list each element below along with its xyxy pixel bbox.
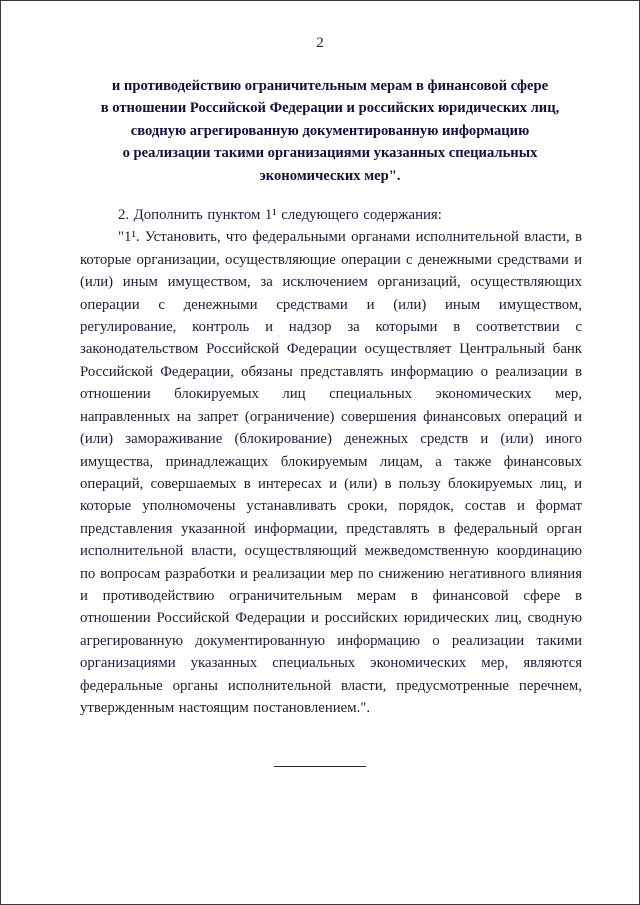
document-body bbox=[80, 204, 582, 719]
heading-line: экономических мер". bbox=[259, 167, 401, 184]
heading-line: сводную агрегированную документированную информацию bbox=[130, 122, 530, 139]
end-of-text-divider bbox=[274, 766, 366, 767]
paragraph-amendment-intro: 2. Дополнить пунктом 1¹ следующего содержания: bbox=[118, 207, 442, 224]
document-heading bbox=[81, 75, 579, 187]
heading-line: в отношении Российской Федерации и российских юридических лиц, bbox=[100, 100, 560, 117]
page-number: 2 bbox=[316, 35, 324, 51]
paragraph-amendment-text: "1¹. Установить, что федеральными органами исполнительной власти, в которые организации, осуществляющие операции с денежными средствами и (или) иным имуществом, за исключением организаций, осуществляющих операции с денежными средствами и (или) иным имуществом, регулирование, контроль и надзор за которыми в соответствии с законодательством Российской Федерации осуществляет Центральный банк Российской Федерации, обязаны представлять информацию о реализации в отношении блокируемых лиц специальных экономических мер, направленных на запрет (ограничение) совершения финансовых операций и (или) замораживание (блокирование) денежных средств и (или) иного имущества, принадлежащих блокируемым лицам, а также финансовых операций, совершаемых в интересах и (или) в пользу блокируемых лиц, и которые уполномочены устанавливать сроки, порядок, состав и формат представления указанной информации, представлять в федеральный орган исполнительной власти, осуществляющий межведомственную координацию по вопросам разработки и реализации мер по снижению негативного влияния и противодействию ограничительным мерам в финансовой сфере в отношении Российской Федерации и российских юридических лиц, сводную агрегированную документированную информацию о реализации такими организациями указанных специальных экономических мер, являются федеральные органы исполнительной власти, предусмотренные перечнем, утвержденным настоящим постановлением.". bbox=[80, 229, 582, 716]
heading-line: о реализации такими организациями указанных специальных bbox=[122, 145, 538, 162]
heading-line: и противодействию ограничительным мерам в финансовой сфере bbox=[111, 78, 549, 94]
